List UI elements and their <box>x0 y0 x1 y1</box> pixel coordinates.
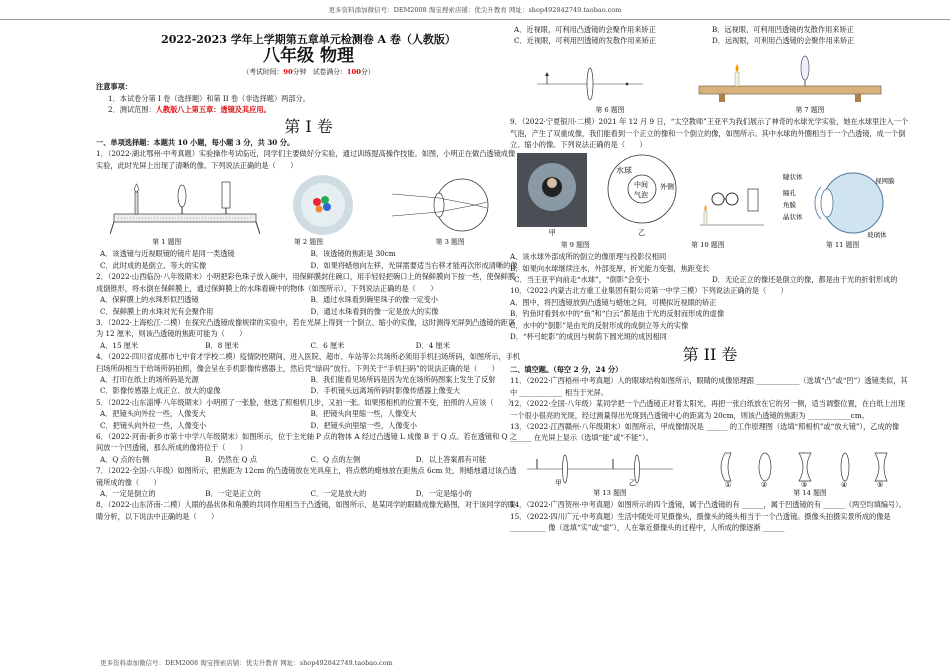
q9-option-d[interactable]: D．无论正立的像还是倒立的像，都是由于光的折射形成的 <box>712 275 898 285</box>
q7-option-c[interactable]: C．一定是放大的 <box>310 489 367 498</box>
ball-label-water: 水球 <box>615 166 632 176</box>
ball-label-bubble: 气泡 <box>633 191 648 200</box>
fig7-caption: 第 7 题图 <box>795 105 825 114</box>
time-label: （考试时间： <box>242 67 284 76</box>
fig11-caption: 第 11 题图 <box>825 240 860 249</box>
lens-axis-figure <box>535 54 645 104</box>
eye-label-lens: 晶状体 <box>782 212 803 221</box>
ball-label-middle: 中间 <box>633 181 648 190</box>
q2-option-d[interactable]: D．通过水珠看到的像一定是放大的实像 <box>310 306 439 316</box>
q4-stem: 4．（2022·四川省成都市七中育才学校二模）疫情防控期间，进入医院、超市、车站等公共场所必须用手机扫场所码，如图所示，手机扫场所码相当于给场所码拍照，像会呈在手机影像传感器上，然后凭“绿码”放行。下列关于“手机扫码”的说法正确的是（ ） <box>96 352 521 373</box>
q1-option-d[interactable]: D．如果将蜡烛向左移，光屏需要适当右移才能再次形成清晰的像 <box>310 260 518 270</box>
q6-q7-figure-captions <box>510 105 910 116</box>
q1-option-a[interactable]: A．该透镜与近视眼镜的镜片是同一类透镜 <box>100 249 235 259</box>
fig9-label-jia: 甲 <box>548 228 556 238</box>
optical-bench-figure <box>110 174 260 236</box>
part-2-heading: 第 II 卷 <box>682 344 738 364</box>
q8-options <box>510 24 910 47</box>
notice-item-1: 1．本试卷分第 I 卷（选择题）和第 II 卷（非选择题）两部分。 <box>108 93 310 103</box>
water-ball-diagram <box>602 153 682 227</box>
q7-option-a[interactable]: A．一定是倒立的 <box>100 489 156 498</box>
fig1-caption: 第 1 题图 <box>152 238 182 247</box>
q6-option-d[interactable]: D．以上答案都有可能 <box>415 454 487 464</box>
lens-3-label: ③ <box>801 480 808 487</box>
four-lenses-figure <box>705 447 895 487</box>
q8-option-b[interactable]: B．远视眼，可利用凹透镜的发散作用来矫正 <box>712 25 854 34</box>
q6-q7-figures <box>510 50 910 104</box>
score-unit: 分） <box>360 67 375 76</box>
eye-label-pupil: 瞳孔 <box>782 188 796 197</box>
time-unit: 分钟 <box>292 67 307 76</box>
fig9-wrap <box>517 153 587 238</box>
q5-options <box>96 408 521 431</box>
header-banner: 更多资料添加微信号：DEM2008 淘宝搜索店铺：优尖升教育 网址：shop492842749.taobao.com <box>0 0 950 20</box>
glasses-candle-figure <box>696 165 768 239</box>
fig6-caption: 第 6 题图 <box>595 105 625 114</box>
fig2-caption: 第 2 题图 <box>293 238 323 247</box>
q8-option-c[interactable]: C．近视眼，可利用凹透镜的发散作用来矫正 <box>514 36 657 46</box>
q5-option-d[interactable]: D．把镜头向里缩一些，人像变小 <box>310 420 417 430</box>
score-label: 试卷满分： <box>312 67 347 76</box>
q9-q11-figure-captions <box>510 240 910 251</box>
q7-option-b[interactable]: B．一定是正立的 <box>205 489 261 498</box>
fig9-caption: 第 9 题图 <box>560 240 590 249</box>
q1-options-2 <box>96 260 521 271</box>
lens-4-label: ④ <box>841 480 848 487</box>
q5-option-c[interactable]: C．把镜头向外拉一些，人像变小 <box>100 420 207 430</box>
q3-stem: 3．（2022·上海松江·二模）在探究凸透镜成像规律的实验中，若在光屏上得到一个倒立、缩小的实像，这时测得光屏到凸透镜的距离为 12 厘米，则该凸透镜的焦距可能为（ ） <box>96 317 516 339</box>
q3-option-c[interactable]: C．6 厘米 <box>310 340 345 350</box>
left-column <box>96 24 521 522</box>
q2-option-c[interactable]: C．保鲜膜上的水珠对光有会聚作用 <box>100 306 214 316</box>
q3-options <box>96 340 521 351</box>
q4-option-c[interactable]: C．影像传感器上成正立、放大的虚像 <box>100 386 221 396</box>
fig10-wrap <box>602 153 682 238</box>
q3-option-b[interactable]: B．8 厘米 <box>205 340 239 350</box>
q2-options <box>96 294 521 317</box>
fig10-label-yi: 乙 <box>638 228 646 238</box>
q9-option-b[interactable]: B．如果向水球继续注水，外部变厚，折光能力变强，焦距变长 <box>510 263 710 273</box>
eye-label-cornea: 角膜 <box>782 200 796 209</box>
fig10-caption: 第 10 题图 <box>691 240 725 249</box>
q6-option-b[interactable]: B．仍然在 Q 点 <box>205 454 257 464</box>
q3-option-d[interactable]: D．4 厘米 <box>415 340 450 350</box>
q9-options-cd <box>510 274 910 285</box>
water-ball-photo <box>517 153 587 227</box>
q10-option-a[interactable]: A．图中，将凹透镜放到凸透镜与蜡烛之间，可模拟近视眼的矫正 <box>510 297 717 307</box>
exam-meta <box>96 67 521 78</box>
q5-option-a[interactable]: A．把镜头向外拉一些，人像变大 <box>100 409 206 419</box>
notice-item-2-scope: 人教版八上第五章：透镜及其应用。 <box>155 105 271 115</box>
q3-option-a[interactable]: A．15 厘米 <box>100 340 139 350</box>
candle-bench-figure <box>695 50 885 104</box>
notice-heading: 注意事项： <box>96 82 132 92</box>
q9-stem: 9．（2022·宁夏银川·二模）2021 年 12 月 9 日，“太空教师”王亚平为我们展示了神奇的水球光学实验，她在水球里注入一个气泡，产生了双重成像，我们能看到一个正立的像和一个倒立的像，如图所示。其中水球的外圈相当于一个凸透镜，成一个倒立、缩小的像。下列说法正确的是（ ） <box>510 117 909 150</box>
q1-stem: 1．（2022·湖北鄂州·中考真题）实验操作考试临近，同学们主要做好分实验，通过训练提高操作技能。如图，小明正在做凸透镜成像实验，此时光屏上出现了清晰的像。下列说法正确的是（ ） <box>96 149 516 170</box>
q13-text: 13．（2022·江西赣州·八年级期末）如图所示，甲成像情况是 ______ 的工作原理图（选填“照相机”或“放大镜”），乙成的像 ______ 在光屏上显示（选填“能”或“不能”）。 <box>510 421 900 443</box>
q7-options <box>96 488 521 499</box>
bowl-beads-figure <box>287 174 359 236</box>
q9-q11-figures <box>510 153 910 238</box>
right-column <box>510 24 910 533</box>
q1-figures <box>96 174 521 236</box>
q5-option-b[interactable]: B．把镜头向里缩一些，人像变大 <box>310 409 417 419</box>
fig13-label-yi: 乙 <box>629 478 636 487</box>
q7-stem: 7．（2022·全国·八年级）如图所示，把焦距为 12cm 的凸透镜放在光具座上，将点燃的蜡烛放在距焦点 6cm 处，则蜡烛通过该凸透镜所成的像（ ） <box>96 466 517 487</box>
eye-label-retina: 视网膜 <box>874 176 895 185</box>
fig3-caption: 第 3 题图 <box>435 238 465 247</box>
q1-figure-captions <box>96 237 521 248</box>
section-2-heading: 二、填空题。（每空 2 分，24 分） <box>510 364 623 374</box>
q9-option-c[interactable]: C．当王亚平向前走“水球”，“倒影”会变小 <box>514 275 650 285</box>
q8-option-d[interactable]: D．远视眼，可利用凸透镜的会聚作用来矫正 <box>712 36 855 46</box>
q2-option-a[interactable]: A．保鲜膜上的水珠形似凹透镜 <box>100 295 199 305</box>
part-1-heading: 第 I 卷 <box>284 117 333 137</box>
q4-option-d[interactable]: D．手机镜头远离场所码时影像传感器上像变大 <box>310 386 461 396</box>
q4-options <box>96 374 521 397</box>
q14-text: 14．（2022·广西贺州·中考真题）如图所示的四个透镜，属于凸透镜的有 ______，属于凹透镜的有 ______（两空均填编号）。 <box>510 500 906 510</box>
q13-q14-figure-captions <box>510 488 910 499</box>
q9-option-a[interactable]: A．该水球外部成所的倒立的像原理与投影仪相同 <box>510 252 667 262</box>
fig13-label-jia: 甲 <box>555 478 562 487</box>
q10-option-b[interactable]: B．钓鱼时看到水中的“鱼”和“白云”都是由于光的反射而形成的虚像 <box>510 309 725 319</box>
fig14-caption: 第 14 题图 <box>793 488 827 497</box>
fig13-caption: 第 13 题图 <box>593 488 627 497</box>
fig11-wrap <box>783 165 903 239</box>
footer-banner: 更多资料添加微信号：DEM2008 淘宝搜索店铺：优尖升教育 网址：shop492842749.taobao.com <box>100 659 393 667</box>
eye-label-ciliary: 睫状体 <box>782 172 803 181</box>
lens-5-label: ⑤ <box>877 480 884 487</box>
q10-option-d[interactable]: D．“杯弓蛇影”的成因与树荫下圆光斑的成因相同 <box>510 332 667 342</box>
q2-stem: 2．（2022·山西临汾·八年级期末）小明把彩色珠子放入碗中，用保鲜膜封住碗口，用手轻轻把碗口上的保鲜膜向下按一些，使保鲜膜成倒锥形，将水倒在保鲜膜上，通过保鲜膜上的水珠看碗中的物体（如图所示），下列说法正确的是（ ） <box>96 272 516 293</box>
q5-stem: 5．（2022·山东淄博·八年级期末）小明照了一张脸，他选了照相机几步，又拍一张。如果照相机的位置不变，拍照的人应该（ ） <box>96 397 516 407</box>
score-value: 100 <box>346 67 361 76</box>
q6-stem: 6．（2022·河南·新乡市第十中学八年级期末）如图所示，位于主光轴 P 点的物体 A 经过凸透镜 L 成像 B 于 Q 点。若在透镜和 Q 之间放一个凹透镜，那么所成的像将位于（ ） <box>96 431 517 453</box>
exam-subject: 八年级 物理 <box>263 46 354 67</box>
q7-option-d[interactable]: D．一定是缩小的 <box>415 489 472 498</box>
q6-option-c[interactable]: C．Q 点的左侧 <box>310 454 361 464</box>
q1-option-b[interactable]: B．该透镜的焦距是 30cm <box>310 249 396 259</box>
q8-stem: 8．（2022·山东济南·二模）人眼的晶状体和角膜的共同作用相当于凸透镜，如图所示，是某同学的眼睛成像光路图，对于该同学的眼睛分析，以下说法中正确的是（ ） <box>96 500 516 521</box>
time-value: 90 <box>283 67 293 76</box>
q6-option-a[interactable]: A．Q 点的右侧 <box>100 454 150 464</box>
q6-options <box>96 454 521 465</box>
q13-q14-figures <box>510 447 910 487</box>
notice-item-2 <box>96 104 521 115</box>
q1-options <box>96 248 521 259</box>
q4-option-a[interactable]: A．打印在纸上的场所码是光源 <box>100 374 199 384</box>
q2-option-b[interactable]: B．通过水珠看到碗里珠子的像一定变小 <box>310 295 438 305</box>
notice-item-2-prefix: 2．测试范围： <box>108 105 156 115</box>
lens-imaging-figure <box>525 447 675 487</box>
exam-title: 2022-2023 学年上学期第五章单元检测卷 A 卷（人教版） <box>161 33 456 46</box>
section-1-heading: 一、单项选择题：本题共 10 小题，每小题 3 分，共 30 分。 <box>96 137 295 147</box>
q12-text: 12．（2022·全国·八年级）某同学把一个凸透镜正对着太阳光，再把一张白纸放在它的另一侧，适当调整位置，在白纸上出现一个很小很亮的光斑，经过测量得出光斑到凸透镜中心的距离为 20cm，则该凸透镜的焦距为 ____________cm。 <box>510 399 905 420</box>
q1-option-c[interactable]: C．此时成的是倒立、等大的实像 <box>100 260 207 270</box>
lens-2-label: ② <box>761 480 768 487</box>
eye-diagram-figure <box>387 174 507 236</box>
q15-text: 15．（2022·四川广元·中考真题）生活中随处可见摄像头，摄像头的镜头相当于一个凸透镜。摄像头拍摄实景所成的像是 __________ 像（选填“实”或“虚”），人在靠近摄像头的过程中，人所成的像逐渐 ______ <box>510 511 891 532</box>
ball-label-outer: 外侧 <box>659 183 674 192</box>
q10-option-c[interactable]: C．水中的“倒影”是由光的反射形成的成倒立等大的实像 <box>510 320 689 330</box>
lens-1-label: ① <box>725 480 732 487</box>
q11-text: 11．（2022·广西梧州·中考真题）人的眼球结构如图所示，眼睛的成像原理跟 ____________（选填“凸”或“凹”）透镜类似，其中 ____________ 相当于光屏。 <box>510 376 908 397</box>
eye-label-vitreous: 玻璃体 <box>866 230 887 239</box>
q8-option-a[interactable]: A．近视眼，可利用凸透镜的会聚作用来矫正 <box>514 25 656 34</box>
q4-option-b[interactable]: B．我们能看见场所码是因为光在场所码图案上发生了反射 <box>310 374 496 384</box>
eyeball-structure-figure <box>783 165 903 239</box>
q10-stem: 10．（2022·内蒙古北方重工业集团有限公司第一中学三模）下列说法正确的是（ ） <box>510 286 788 296</box>
